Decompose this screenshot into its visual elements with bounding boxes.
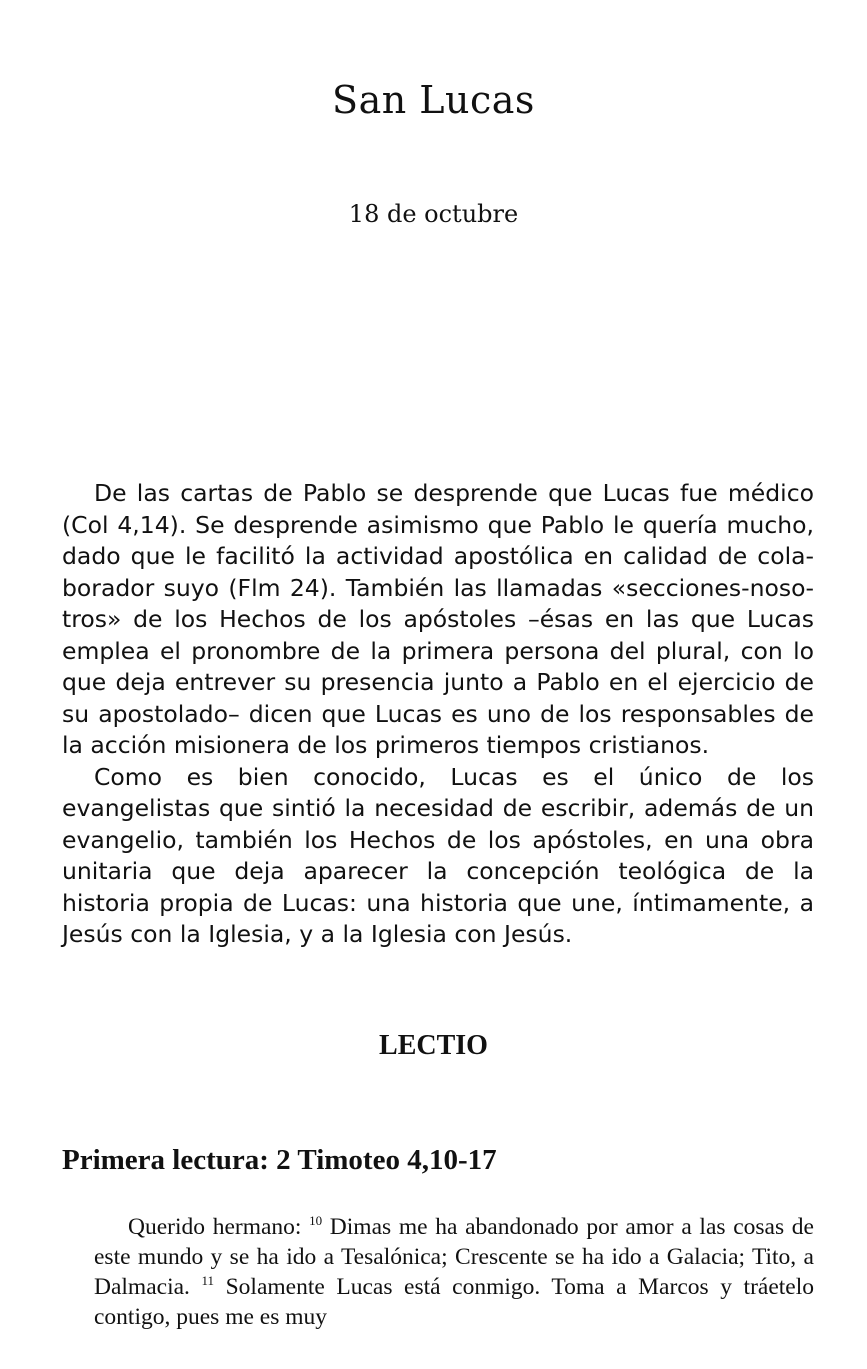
reading-paragraph [94, 1212, 814, 1332]
verse-text: Solamente Lucas está conmigo. Toma a Marcos y tráetelo contigo, pues me es muy [94, 1274, 814, 1330]
feast-date: 18 de octubre [348, 200, 519, 228]
verse-number: 10 [309, 1213, 323, 1229]
intro-paragraph-1: De las cartas de Pablo se desprende que Lucas fue médico (Col 4,14). Se desprende asimismo que Pablo le quería mucho, dado que le facilitó la actividad apostólica en calidad de colaborador suyo (Flm 24). También las llamadas «secciones-nosotros» de los Hechos de los apóstoles –ésas en las que Lucas emplea el pronombre de la primera persona del plural, con lo que deja entrever su presencia junto a Pablo en el ejercicio de su apostolado– dicen que Lucas es uno de los responsables de la acción misionera de los primeros tiempos cristianos. [62, 479, 814, 759]
reading-text [94, 1212, 814, 1332]
verse-text: Dimas me ha abandonado por amor a las cosas de este mundo y se ha ido a Tesalónica; Crescente se ha ido a Galacia; Tito, a Dalmacia. [94, 1214, 814, 1300]
intro-text [62, 478, 814, 951]
reading-opening: Querido hermano: [128, 1214, 310, 1240]
page-title: San Lucas [332, 78, 535, 122]
verse-number: 11 [201, 1273, 215, 1289]
section-heading: LECTIO [379, 1030, 488, 1061]
reading-title: Primera lectura: 2 Timoteo 4,10-17 [62, 1144, 497, 1176]
intro-paragraph-2: Como es bien conocido, Lucas es el único de los evangelistas que sintió la necesidad de escribir, además de un evangelio, también los Hechos de los apóstoles, en una obra unitaria que deja aparecer la concepción teológica de la historia propia de Lucas: una historia que une, íntimamente, a Jesús con la Iglesia, y a la Iglesia con Jesús. [62, 762, 814, 948]
